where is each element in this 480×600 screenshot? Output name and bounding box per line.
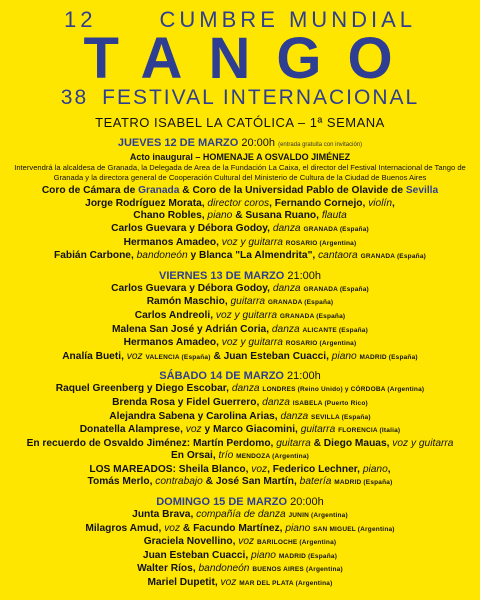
day-section bbox=[6, 270, 474, 365]
day-label: JUEVES 12 DE MARZO bbox=[117, 137, 239, 149]
venue-subtitle: TEATRO ISABEL LA CATÓLICA – 1ª SEMANA bbox=[95, 115, 385, 130]
performer-role: voz bbox=[251, 463, 268, 475]
day-time: 20:00h bbox=[290, 496, 324, 509]
performer-role: compañía de danza bbox=[196, 509, 289, 521]
origin-city: GRANADA (España) bbox=[303, 225, 369, 233]
performer-role: piano bbox=[207, 210, 233, 222]
origin-city: GRANADA (España) bbox=[303, 285, 369, 293]
performer-line bbox=[6, 577, 474, 591]
origin-city: MADRID (España) bbox=[278, 552, 338, 560]
performer-role: voz y guitarra bbox=[221, 236, 286, 248]
performer-line bbox=[6, 523, 474, 537]
performer-role: piano bbox=[285, 522, 314, 534]
performer-role: cantaora bbox=[318, 250, 361, 262]
performer-name: Brenda Rosa y Fidel Guerrero, bbox=[112, 396, 263, 408]
origin-city: GRANADA (España) bbox=[267, 299, 334, 307]
entry-note: (entrada gratuita con invitación) bbox=[278, 142, 363, 148]
day-section bbox=[6, 137, 474, 264]
performer-role: contrabajo bbox=[155, 476, 203, 488]
performer-name: Raquel Greenberg y Diego Escobar, bbox=[55, 383, 232, 395]
title-tango: TANGO bbox=[83, 26, 419, 91]
origin-city: ROSARIO (Argentina) bbox=[285, 340, 357, 348]
performer-line bbox=[6, 509, 474, 523]
performer-name: Hermanos Amadeo, bbox=[123, 337, 222, 349]
day-time: 21:00h bbox=[287, 269, 322, 282]
performer-name: , Fernando Cornejo, bbox=[269, 197, 369, 209]
origin-city: MADRID (España) bbox=[359, 353, 418, 361]
performer-name: Hermanos Amadeo, bbox=[123, 236, 222, 248]
performer-line bbox=[6, 185, 474, 198]
performer-name: , bbox=[387, 463, 391, 475]
performer-line bbox=[6, 351, 474, 365]
performer-name: Ramón Maschio, bbox=[146, 296, 231, 308]
origin-city: FLORENCIA (Italia) bbox=[338, 427, 401, 435]
performer-role: voz bbox=[185, 424, 202, 436]
performer-name: & Juan Esteban Cuacci, bbox=[210, 350, 332, 362]
performer-line bbox=[6, 283, 474, 297]
performer-line bbox=[6, 383, 474, 397]
performer-line bbox=[6, 563, 474, 577]
performer-name: Carlos Guevara y Débora Godoy, bbox=[111, 222, 273, 234]
performer-name: Graciela Novellino, bbox=[143, 536, 239, 548]
day-heading bbox=[6, 270, 474, 283]
performer-name: En Orsai, bbox=[170, 450, 219, 462]
title-festival-internacional: FESTIVAL INTERNACIONAL bbox=[102, 86, 420, 109]
day-label: SÁBADO 14 DE MARZO bbox=[159, 370, 284, 383]
origin-city: GRANADA (España) bbox=[360, 253, 426, 261]
performer-role: flauta bbox=[321, 210, 347, 222]
performer-name: Coro de Cámara de bbox=[41, 185, 139, 197]
performer-role: voz bbox=[238, 536, 257, 548]
performer-line bbox=[6, 536, 474, 550]
performer-name: Analía Bueti, bbox=[62, 350, 127, 362]
day-heading bbox=[6, 496, 474, 509]
day-heading bbox=[6, 137, 474, 152]
performer-role: piano bbox=[251, 549, 279, 561]
day-section bbox=[6, 496, 474, 591]
performer-role: trío bbox=[218, 450, 237, 462]
performer-name: Walter Ríos, bbox=[137, 563, 199, 575]
performer-name: Carlos Guevara y Débora Godoy, bbox=[111, 282, 273, 294]
day-heading bbox=[6, 370, 474, 383]
performer-role: director coros bbox=[207, 197, 270, 209]
performer-name: , bbox=[392, 197, 395, 209]
performer-name: Chano Robles, bbox=[133, 210, 208, 222]
day-time: 21:00h bbox=[287, 370, 321, 383]
performer-role: bandoneón bbox=[136, 250, 188, 262]
performer-name: En recuerdo de Osvaldo Jiménez: Martín Perdomo, bbox=[26, 437, 277, 449]
performer-line bbox=[6, 424, 474, 438]
performer-role: violín bbox=[368, 197, 392, 209]
performer-name: & Diego Mauas, bbox=[310, 437, 393, 449]
performer-name: Jorge Rodríguez Morata, bbox=[85, 197, 208, 209]
origin-city: BARILOCHE (Argentina) bbox=[256, 539, 337, 547]
performer-role: danza bbox=[280, 410, 312, 422]
origin-city: SEVILLA (España) bbox=[311, 413, 371, 421]
performer-role: batería bbox=[299, 476, 335, 488]
performer-role: danza bbox=[272, 222, 304, 234]
opening-act-title: Acto inaugural – HOMENAJE A OSVALDO JIMÉNEZ bbox=[129, 152, 351, 162]
performer-line bbox=[6, 550, 474, 564]
origin-city: MENDOZA (Argentina) bbox=[236, 453, 309, 461]
performer-role: danza bbox=[272, 282, 304, 294]
performer-name: Juan Esteban Cuacci, bbox=[142, 549, 252, 561]
performer-line bbox=[6, 438, 474, 451]
origin-city: ROSARIO (Argentina) bbox=[285, 239, 357, 247]
program-schedule bbox=[6, 137, 474, 591]
origin-city: LONDRES (Reino Unido) y CÓRDOBA (Argentina) bbox=[262, 386, 425, 394]
performer-line bbox=[6, 223, 474, 237]
performer-name: Milagros Amud, bbox=[85, 522, 165, 534]
performer-role: voz bbox=[164, 522, 181, 534]
performer-line bbox=[6, 464, 474, 477]
performer-role: danza bbox=[262, 396, 293, 408]
performer-role: voz y guitarra bbox=[215, 309, 280, 321]
performer-line bbox=[6, 210, 474, 223]
edition-number-festival: 38 bbox=[60, 86, 89, 109]
performer-name: & Facundo Martínez, bbox=[180, 522, 286, 534]
performer-role: danza bbox=[231, 383, 263, 395]
performer-name: & José San Martín, bbox=[202, 476, 300, 488]
performer-name: Carlos Andreoli, bbox=[134, 309, 216, 321]
performer-name: Alejandra Sabena y Carolina Arias, bbox=[109, 410, 281, 422]
title-cumbre-mundial: CUMBRE MUNDIAL bbox=[159, 7, 416, 32]
day-time: 20:00h bbox=[241, 137, 276, 149]
performer-line bbox=[6, 397, 474, 411]
origin-city: BUENOS AIRES (Argentina) bbox=[252, 566, 343, 574]
origin-city: MADRID (España) bbox=[334, 479, 393, 487]
performer-role: voz bbox=[126, 350, 146, 362]
performer-name: & Susana Ruano, bbox=[232, 210, 322, 222]
performer-line bbox=[6, 476, 474, 490]
performer-name: & Coro de la Universidad Pablo de Olavide de bbox=[179, 185, 406, 197]
performer-role: guitarra bbox=[300, 424, 339, 436]
performer-name: y Marco Giacomini, bbox=[201, 424, 301, 436]
performer-role: piano bbox=[362, 463, 388, 475]
origin-city: VALENCIA (España) bbox=[145, 353, 211, 361]
performer-line bbox=[6, 237, 474, 251]
performer-name: Donatella Alamprese, bbox=[79, 424, 186, 436]
performer-line bbox=[6, 310, 474, 324]
performer-role: voz bbox=[220, 577, 240, 589]
performer-role: voz y guitarra bbox=[392, 437, 454, 449]
performer-name: y Blanca "La Almendrita", bbox=[187, 250, 319, 262]
performer-line bbox=[6, 450, 474, 464]
performer-line bbox=[6, 337, 474, 351]
performer-line bbox=[6, 198, 474, 211]
opening-act-description: Intervendrá la alcaldesa de Granada, la Delegada de Area de la Fundación La Caixa, el director del Festival Internacional de Tango de Granada y la directora general de Cooperación Cultural del Ministerio de Cultura de la Ciudad de Buenos Aires bbox=[14, 163, 466, 182]
day-section bbox=[6, 370, 474, 490]
origin-city: MAR DEL PLATA (Argentina) bbox=[239, 580, 333, 588]
performer-role: piano bbox=[331, 350, 360, 362]
origin-city: JUNIN (Argentina) bbox=[288, 512, 348, 520]
performer-name: Malena San José y Adrián Coria, bbox=[112, 323, 272, 335]
performer-line bbox=[6, 296, 474, 310]
day-label: DOMINGO 15 DE MARZO bbox=[156, 496, 288, 509]
performer-name: Junta Brava, bbox=[132, 509, 197, 521]
origin-city: GRANADA (España) bbox=[279, 312, 346, 320]
performer-name: , Federico Lechner, bbox=[267, 463, 363, 475]
edition-number-cumbre: 12 bbox=[64, 7, 97, 32]
performer-name: Mariel Dupetit, bbox=[147, 577, 221, 589]
performer-name: LOS MAREADOS: Sheila Blanco, bbox=[89, 463, 252, 475]
performer-line bbox=[6, 411, 474, 425]
origin-city: ISABELA (Puerto Rico) bbox=[292, 399, 368, 407]
performer-line bbox=[6, 324, 474, 338]
header-row-festival bbox=[6, 86, 474, 110]
origin-city: ALICANTE (España) bbox=[302, 326, 368, 334]
performer-role: danza bbox=[271, 323, 303, 335]
performer-role: voz y guitarra bbox=[221, 337, 286, 349]
origin-city: SAN MIGUEL (Argentina) bbox=[313, 525, 395, 533]
performer-role: bandoneón bbox=[198, 563, 253, 575]
performer-role: guitarra bbox=[230, 296, 268, 308]
performer-role: guitarra bbox=[276, 437, 311, 449]
performer-name: Fabián Carbone, bbox=[53, 250, 137, 262]
city-name: Sevilla bbox=[405, 185, 439, 197]
city-name: Granada bbox=[138, 185, 180, 197]
day-label: VIERNES 13 DE MARZO bbox=[158, 269, 285, 282]
performer-name: Tomás Merlo, bbox=[87, 476, 156, 488]
performer-line bbox=[6, 250, 474, 264]
